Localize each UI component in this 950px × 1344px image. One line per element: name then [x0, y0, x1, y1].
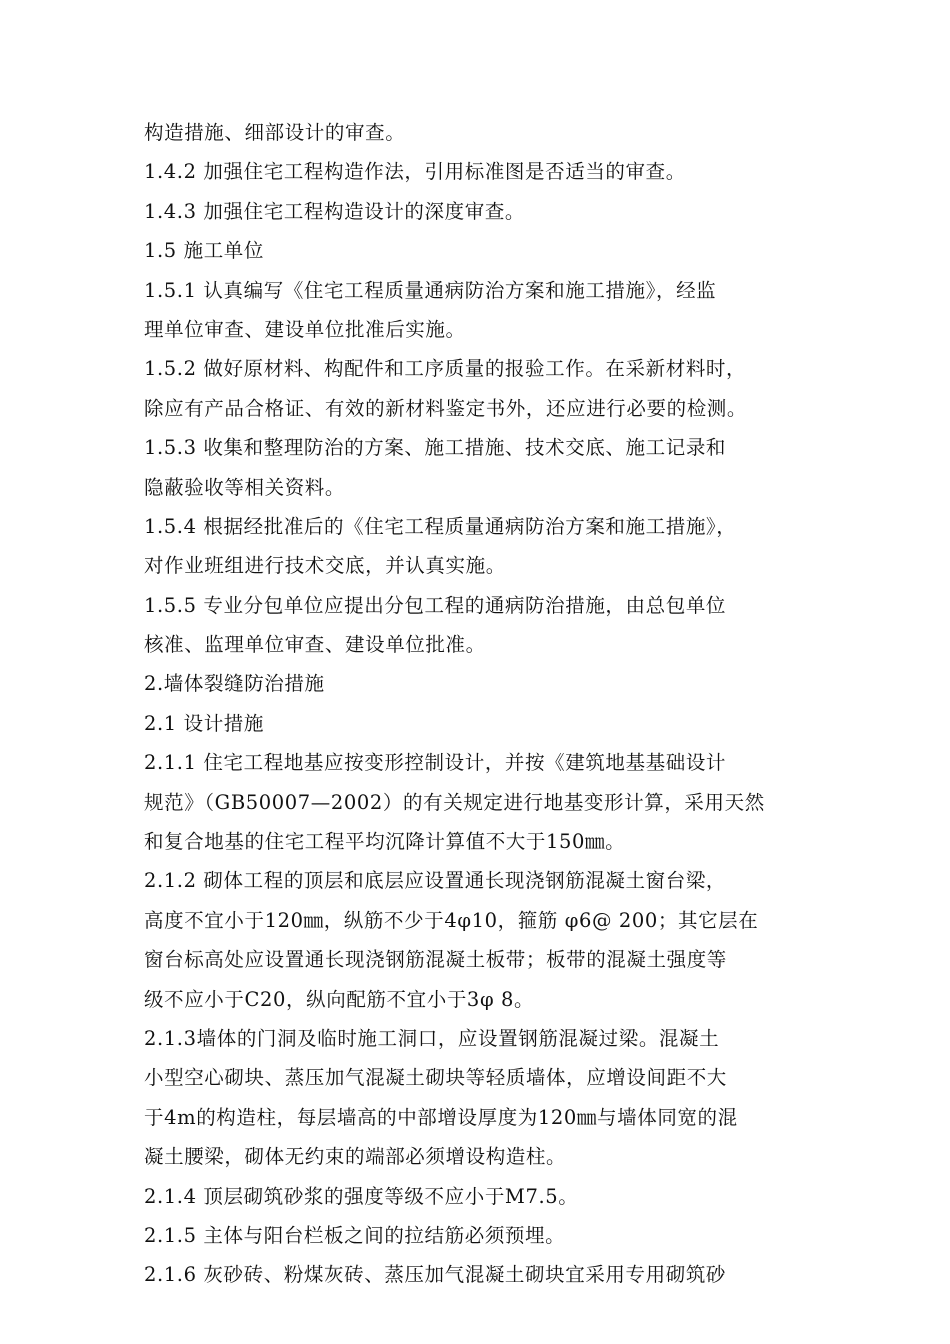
text-line: 1.5.4 根据经批准后的《住宅工程质量通病防治方案和施工措施》， — [144, 514, 737, 538]
text-line: 理单位审查、建设单位批准后实施。 — [144, 317, 466, 341]
text-line: 构造措施、细部设计的审查。 — [144, 121, 406, 144]
document-body — [144, 113, 814, 1295]
text-line: 规范》（GB50007—2002）的有关规定进行地基变形计算，采用天然 — [144, 790, 765, 814]
text-line: 1.4.2 加强住宅工程构造作法，引用标准图是否适当的审查。 — [144, 160, 686, 184]
text-line: 和复合地基的住宅工程平均沉降计算值不大于150㎜。 — [144, 830, 626, 854]
text-line: 2.1.2 砌体工程的顶层和底层应设置通长现浇钢筋混凝土窗台梁， — [144, 869, 727, 893]
text-line: 核准、监理单位审查、建设单位批准。 — [144, 633, 486, 657]
text-line: 除应有产品合格证、有效的新材料鉴定书外，还应进行必要的检测。 — [144, 396, 748, 420]
text-line: 1.5.3 收集和整理防治的方案、施工措施、技术交底、施工记录和 — [144, 436, 727, 460]
text-line: 2.1.1 住宅工程地基应按变形控制设计，并按《建筑地基基础设计 — [144, 751, 727, 775]
text-line: 1.4.3 加强住宅工程构造设计的深度审查。 — [144, 199, 526, 223]
text-line: 2.1.5 主体与阳台栏板之间的拉结筋必须预埋。 — [144, 1223, 566, 1247]
text-line: 小型空心砌块、蒸压加气混凝土砌块等轻质墙体，应增设间距不大 — [144, 1066, 727, 1090]
text-line: 对作业班组进行技术交底，并认真实施。 — [144, 554, 506, 578]
text-line: 2.1.4 顶层砌筑砂浆的强度等级不应小于M7.5。 — [144, 1184, 579, 1208]
section-heading: 2.墙体裂缝防治措施 — [144, 672, 325, 696]
text-line: 2.1.6 灰砂砖、粉煤灰砖、蒸压加气混凝土砌块宜采用专用砌筑砂 — [144, 1263, 727, 1287]
text-line: 1.5.1 认真编写《住宅工程质量通病防治方案和施工措施》，经监 — [144, 278, 717, 302]
text-line: 1.5.2 做好原材料、构配件和工序质量的报验工作。在采新材料时， — [144, 357, 747, 381]
text-line: 高度不宜小于120㎜，纵筋不少于4φ10，箍筋 φ6@ 200；其它层在 — [144, 908, 759, 932]
section-heading: 2.1 设计措施 — [144, 711, 265, 735]
text-line: 1.5.5 专业分包单位应提出分包工程的通病防治措施，由总包单位 — [144, 593, 727, 617]
text-line: 级不应小于C20，纵向配筋不宜小于3φ 8。 — [144, 987, 535, 1011]
text-line: 凝土腰梁，砌体无约束的端部必须增设构造柱。 — [144, 1145, 567, 1169]
text-line: 2.1.3墙体的门洞及临时施工洞口，应设置钢筋混凝过梁。混凝土 — [144, 1026, 720, 1050]
text-line: 窗台标高处应设置通长现浇钢筋混凝土板带；板带的混凝土强度等 — [144, 948, 727, 972]
text-line: 隐蔽验收等相关资料。 — [144, 475, 346, 499]
text-line: 于4m的构造柱，每层墙高的中部增设厚度为120㎜与墙体同宽的混 — [144, 1105, 738, 1129]
section-heading: 1.5 施工单位 — [144, 239, 265, 263]
